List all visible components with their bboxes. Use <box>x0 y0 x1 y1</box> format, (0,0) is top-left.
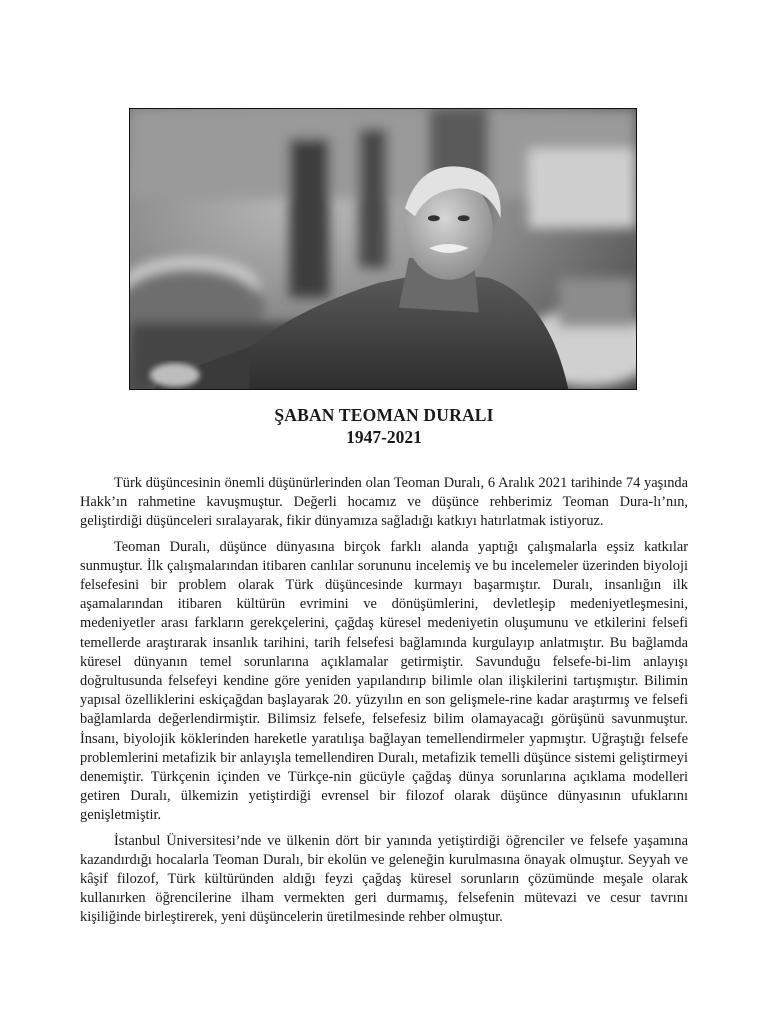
title-block <box>0 404 768 448</box>
portrait-photo <box>129 108 637 390</box>
life-years: 1947-2021 <box>346 427 422 447</box>
portrait-photo-drawing <box>130 109 636 389</box>
biography-text <box>80 474 688 934</box>
paragraph-2: Teoman Duralı, düşünce dünyasına birçok farklı alanda yaptığı çalışmalarla eşsiz katkılar sunmuştur. İlk çalışmalarından itibaren canlılar sorununu incelemiş ve bu incelemeler üzerinden biyoloji felsefesini bir problem olarak Türk düşüncesinde kurmayı başarmıştır. Duralı, insanlığın ilk aşamalarından itibaren kültürün evrimini ve dönüşümlerini, devletleşip medeniyetleşmesini, medeniyetler arası farkların gerekçelerini, çağdaş küresel medeniyetin oluşumunu ve etkilerini felsefi temellerde araştırarak insanlık tarihini, tarih felsefesi bağlamında kurgulayıp anlatmıştır. Bu bağlamda küresel dünyanın temel sorunlarına açıklamalar getirmiştir. Savunduğu felsefe-bi-lim anlayışı doğrultusunda felsefeyi kendine göre yeniden yapılandırıp bilimle olan ilişkilerini tartışmıştır. Bilimin yapısal özelliklerini eskiçağdan başlayarak 20. yüzyılın en son gelişmele-rine kadar araştırmış ve felsefi bağlamlarda değerlendirmiştir. Bilimsiz felsefe, felsefesiz bilim olamayacağı görüşünü savunmuştur. İnsanı, biyolojik köklerinden hareketle yaratılışa bağlayan temellendirmeler yapmıştır. Uğraştığı felsefe problemlerini metafizik bir anlayışla temellendiren Duralı, metafizik temelli düşünce sistemi geliştirmeyi denemiştir. Türkçenin içinden ve Türkçe-nin gücüyle çağdaş dünya sorunlarına açıklama modelleri getiren Duralı, ülkemizin yetiştirdiği evrensel bir filozof olarak düşünce dünyasının ufuklarını genişletmiştir. <box>80 538 688 824</box>
paragraph-3: İstanbul Üniversitesi’nde ve ülkenin dört bir yanında yetiştirdiği öğrenciler ve felsefe yaşamına kazandırdığı hocalarla Teoman Duralı, bir ekolün ve geleneğin kurulmasına önayak olmuştur. Seyyah ve kâşif filozof, Türk kültüründen aldığı feyzi çağdaş küresel sorunların çözümünde meşale olarak kullanırken öğrencilerine ilham vermekten geri durmamış, felsefenin mütevazi ve cesur tavrını kişiliğinde birleştirerek, yeni düşüncelerin üretilmesinde rehber olmuştur. <box>80 832 688 926</box>
person-name: ŞABAN TEOMAN DURALI <box>274 405 494 425</box>
paragraph-1: Türk düşüncesinin önemli düşünürlerinden olan Teoman Duralı, 6 Aralık 2021 tarihinde 74 yaşında Hakk’ın rahmetine kavuşmuştur. Değerli hocamız ve düşünce rehberimiz Teoman Dura-lı’nın, geliştirdiği düşünceleri sıralayarak, fikir dünyamıza sağladığı katkıyı hatırlatmak istiyoruz. <box>80 475 688 530</box>
